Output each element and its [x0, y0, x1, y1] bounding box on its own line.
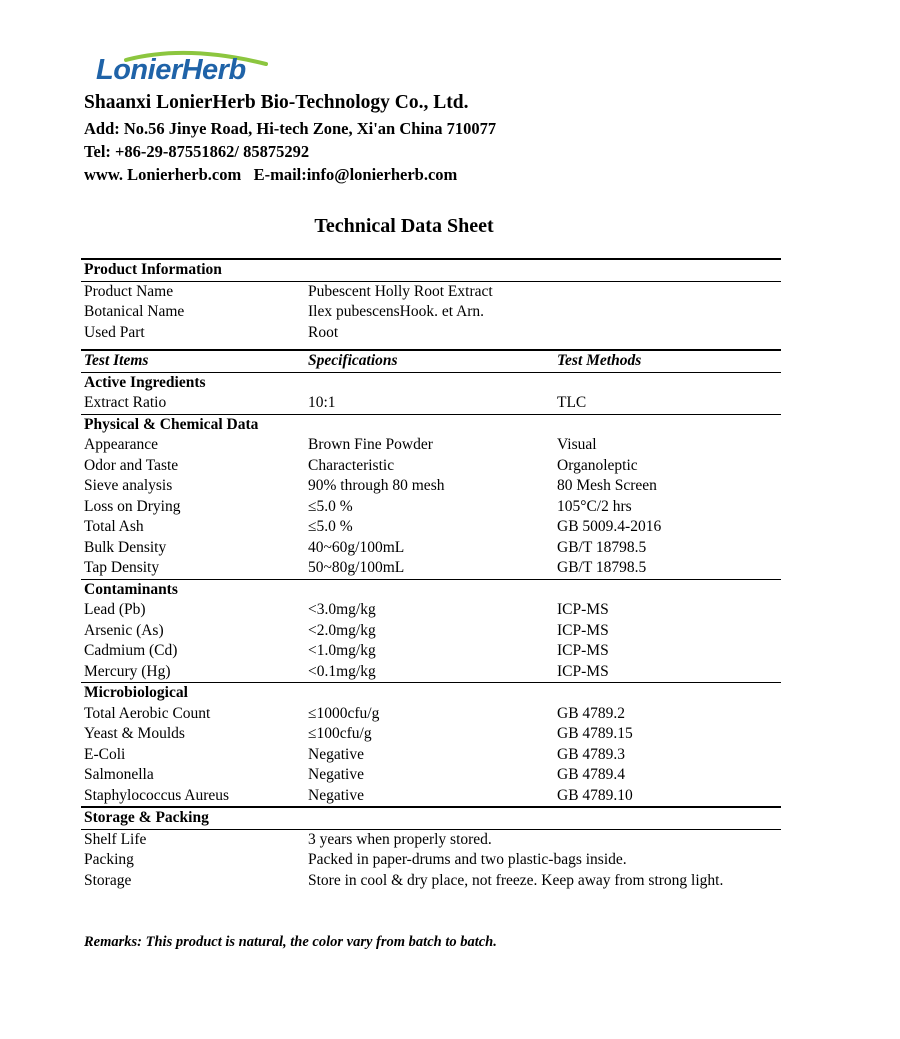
cell-specification: ≤100cfu/g	[308, 725, 372, 742]
cell-specification: ≤5.0 %	[308, 518, 353, 535]
column-header-specifications: Specifications	[308, 352, 398, 369]
cell-specification: <1.0mg/kg	[308, 642, 376, 659]
table-row	[81, 538, 781, 559]
table-row	[81, 435, 781, 456]
cell-method: GB/T 18798.5	[557, 538, 647, 556]
cell-method: GB 4789.10	[557, 786, 633, 804]
cell-specification: <2.0mg/kg	[308, 621, 376, 639]
section-contaminants	[81, 580, 781, 601]
cell-method: GB 5009.4-2016	[557, 518, 662, 535]
cell-item: Packing	[84, 851, 134, 868]
cell-method: GB 4789.3	[557, 745, 626, 763]
micro-rows	[81, 704, 781, 809]
table-row	[81, 476, 781, 497]
section-heading: Physical & Chemical Data	[84, 415, 259, 433]
cell-method: GB 4789.15	[557, 725, 633, 742]
logo-text: LonierHerb	[96, 54, 246, 86]
cell-item: Extract Ratio	[84, 394, 167, 411]
table-row	[81, 302, 781, 323]
cell-specification: Packed in paper-drums and two plastic-bags inside.	[308, 851, 627, 868]
cell-specification: Pubescent Holly Root Extract	[308, 282, 493, 300]
physical-rows	[81, 435, 781, 580]
cell-item: Arsenic (As)	[84, 621, 164, 639]
table-row	[81, 456, 781, 477]
cell-item: Salmonella	[84, 766, 154, 783]
section-heading: Active Ingredients	[84, 373, 206, 391]
company-logo	[96, 50, 286, 90]
table-row	[81, 662, 781, 684]
data-sheet-table	[81, 258, 781, 891]
contaminant-rows	[81, 600, 781, 683]
cell-item: Used Part	[84, 323, 145, 341]
table-row	[81, 724, 781, 745]
table-row	[81, 641, 781, 662]
cell-item: Odor and Taste	[84, 456, 179, 474]
section-microbiological	[81, 683, 781, 704]
company-address: Add: No.56 Jinye Road, Hi-tech Zone, Xi'an China 710077	[84, 119, 497, 138]
product-info-rows	[81, 282, 781, 344]
table-row	[81, 850, 781, 871]
storage-rows	[81, 830, 781, 892]
cell-specification: 3 years when properly stored.	[308, 830, 492, 848]
cell-specification: <0.1mg/kg	[308, 662, 376, 680]
cell-item: Bulk Density	[84, 538, 167, 556]
table-row	[81, 497, 781, 518]
cell-method: Visual	[557, 436, 597, 453]
cell-specification: Negative	[308, 766, 364, 783]
column-header-test-items: Test Items	[84, 352, 149, 369]
section-active-ingredients	[81, 373, 781, 394]
section-heading: Product Information	[84, 261, 222, 278]
cell-specification: ≤1000cfu/g	[308, 704, 380, 722]
cell-item: Shelf Life	[84, 830, 147, 848]
cell-method: Organoleptic	[557, 456, 638, 474]
section-heading: Contaminants	[84, 580, 178, 598]
table-row	[81, 871, 781, 892]
cell-method: 80 Mesh Screen	[557, 477, 657, 494]
column-header-row	[81, 349, 781, 373]
cell-item: Lead (Pb)	[84, 601, 146, 618]
cell-item: Tap Density	[84, 559, 160, 576]
cell-method: ICP-MS	[557, 601, 609, 618]
cell-specification: 40~60g/100mL	[308, 538, 405, 556]
cell-specification: Negative	[308, 786, 364, 804]
cell-specification: Ilex pubescensHook. et Arn.	[308, 303, 485, 320]
cell-specification: ≤5.0 %	[308, 497, 353, 515]
table-row	[81, 393, 781, 415]
cell-item: Loss on Drying	[84, 497, 181, 515]
company-name: Shaanxi LonierHerb Bio-Technology Co., Ltd.	[84, 92, 469, 113]
cell-method: ICP-MS	[557, 621, 609, 639]
cell-specification: 90% through 80 mesh	[308, 477, 445, 494]
cell-specification: Brown Fine Powder	[308, 436, 433, 453]
table-row	[81, 745, 781, 766]
cell-method: GB/T 18798.5	[557, 559, 647, 576]
table-row	[81, 282, 781, 303]
company-web-email: www. Lonierherb.com E-mail:info@lonierherb.com	[84, 165, 458, 184]
cell-item: Total Aerobic Count	[84, 704, 211, 722]
cell-method: GB 4789.4	[557, 766, 626, 783]
active-rows	[81, 393, 781, 415]
section-heading: Microbiological	[84, 684, 188, 701]
cell-method: GB 4789.2	[557, 704, 626, 722]
table-row	[81, 323, 781, 344]
cell-item: Sieve analysis	[84, 477, 173, 494]
cell-specification: Store in cool & dry place, not freeze. Keep away from strong light.	[308, 871, 724, 889]
cell-item: Staphylococcus Aureus	[84, 786, 230, 804]
cell-item: Product Name	[84, 282, 174, 300]
remarks-note: Remarks: This product is natural, the color vary from batch to batch.	[84, 934, 497, 950]
column-header-test-methods: Test Methods	[557, 352, 642, 369]
cell-item: Cadmium (Cd)	[84, 642, 178, 659]
cell-method: TLC	[557, 394, 587, 411]
table-row	[81, 621, 781, 642]
cell-method: ICP-MS	[557, 642, 609, 659]
section-storage-packing	[81, 808, 781, 830]
cell-item: Total Ash	[84, 518, 144, 535]
cell-specification: 50~80g/100mL	[308, 559, 405, 576]
document-title: Technical Data Sheet	[314, 215, 494, 237]
cell-specification: Negative	[308, 745, 364, 763]
cell-item: E-Coli	[84, 745, 126, 763]
table-row	[81, 786, 781, 809]
table-row	[81, 558, 781, 580]
section-heading: Storage & Packing	[84, 809, 209, 826]
cell-specification: Characteristic	[308, 456, 395, 474]
table-row	[81, 517, 781, 538]
company-phone: Tel: +86-29-87551862/ 85875292	[84, 142, 310, 161]
cell-item: Botanical Name	[84, 303, 185, 320]
table-row	[81, 830, 781, 851]
cell-specification: Root	[308, 323, 339, 341]
section-product-information	[81, 258, 781, 282]
cell-item: Yeast & Moulds	[84, 725, 185, 742]
cell-item: Storage	[84, 871, 132, 889]
cell-method: 105°C/2 hrs	[557, 497, 632, 515]
table-row	[81, 600, 781, 621]
cell-specification: <3.0mg/kg	[308, 601, 376, 618]
table-row	[81, 765, 781, 786]
cell-item: Appearance	[84, 436, 159, 453]
section-physical-chemical	[81, 415, 781, 436]
table-row	[81, 704, 781, 725]
cell-item: Mercury (Hg)	[84, 662, 171, 680]
cell-method: ICP-MS	[557, 662, 609, 680]
cell-specification: 10:1	[308, 394, 336, 411]
